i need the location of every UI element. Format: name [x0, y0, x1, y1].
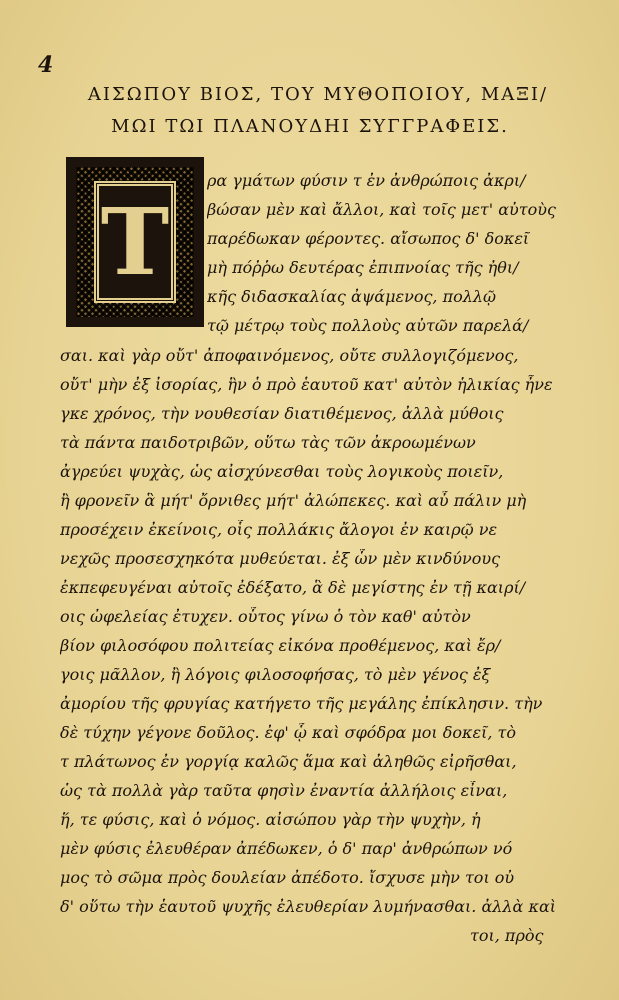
text-line: μὲν φύσις ἐλευθέραν ἀπέδωκεν, ὁ δ' παρ' ἀνθρώπων νό [60, 839, 513, 858]
text-line: παρέδωκαν φέροντες. αἴσωπος δ' δοκεῖ [207, 229, 530, 248]
running-title-line-1: ΑΙΣΩΠΟΥ ΒΙΟΣ, ΤΟΥ ΜΥΘΟΠΟΙΟΥ, ΜΑΞΙ/ [87, 84, 549, 105]
decorated-initial-tau [66, 157, 204, 327]
text-line: νεχῶς προσεσχηκότα μυθεύεται. ἐξ ὧν μὲν κινδύνους [60, 549, 501, 568]
initial-letter: Τ [100, 188, 170, 296]
text-line: γκε χρόνος, τὴν νουθεσίαν διατιθέμενος, ἀλλὰ μύθοις [60, 404, 504, 423]
text-line: γοις μᾶλλον, ἢ λόγοις φιλοσοφήσας, τὸ μὲν γένος ἐξ [60, 665, 491, 684]
text-line: ἀμορίου τῆς φρυγίας κατήγετο τῆς μεγάλης ἐπίκλησιν. τὴν [60, 694, 543, 713]
text-line: τὰ πάντα παιδοτριβῶν, οὕτω τὰς τῶν ἀκροωμένων [60, 433, 476, 452]
text-line: τ πλάτωνος ἐν γοργίᾳ καλῶς ἅμα καὶ ἀληθῶς εἰρῆσθαι, [60, 752, 517, 771]
text-line: ρα γμάτων φύσιν τ ἐν ἀνθρώποις ἀκρι/ [207, 171, 526, 190]
text-line: κῆς διδασκαλίας ἀψάμενος, πολλῷ [207, 287, 497, 306]
text-line: ἢ φρονεῖν ἃ μήτ' ὄρνιθες μήτ' ἀλώπεκες. καὶ αὖ πάλιν μὴ [60, 491, 527, 510]
text-line: μος τὸ σῶμα πρὸς δουλείαν ἀπέδοτο. ἴσχυσε μὴν τοι οὐ [60, 868, 515, 887]
running-title-line-2: ΜΩΙ ΤΩΙ ΠΛΑΝΟΥΔΗΙ ΣΥΓΓΡΑΦΕΙΣ. [111, 116, 509, 137]
text-line: δὲ τύχην γέγονε δοῦλος. ἐφ' ᾧ καὶ σφόδρα μοι δοκεῖ, τὸ [60, 723, 517, 742]
text-line: οὔτ' μὴν ἐξ ἰσορίας, ἣν ὁ πρὸ ἑαυτοῦ κατ' αὐτὸν ἡλικίας ἦνε [60, 375, 553, 394]
text-line: ἐκπεφευγέναι αὐτοῖς ἐδέξατο, ἃ δὲ μεγίστης ἐν τῇ καιρί/ [60, 578, 526, 597]
text-line: προσέχειν ἐκείνοις, οἷς πολλάκις ἄλογοι ἐν καιρῷ νε [60, 520, 498, 539]
text-line: τῷ μέτρῳ τοὺς πολλοὺς αὐτῶν παρελά/ [207, 316, 529, 335]
text-line: ἀγρεύει ψυχὰς, ὡς αἰσχύνεσθαι τοὺς λογικοὺς ποιεῖν, [60, 462, 504, 481]
text-line: σαι. καὶ γὰρ οὔτ' ἀποφαινόμενος, οὔτε συλλογιζόμενος, [60, 346, 519, 365]
text-line: ὡς τὰ πολλὰ γὰρ ταῦτα φησὶν ἐναντία ἀλλήλοις εἶναι, [60, 781, 508, 800]
initial-frame [94, 181, 176, 303]
text-line: ἥ, τε φύσις, καὶ ὁ νόμος. αἰσώπου γὰρ τὴν ψυχὴν, ἡ [60, 810, 481, 829]
text-line: βίον φιλοσόφου πολιτείας εἰκόνα προθέμενος, καὶ ἔρ/ [60, 636, 501, 655]
text-line: βώσαν μὲν καὶ ἄλλοι, καὶ τοῖς μετ' αὐτοὺς [207, 200, 556, 219]
catchword: τοι, πρὸς [470, 926, 544, 945]
page-number: 4 [38, 52, 54, 78]
text-line: δ' οὕτω τὴν ἑαυτοῦ ψυχῆς ἐλευθερίαν λυμήνασθαι. ἀλλὰ καὶ [60, 897, 557, 916]
text-line: μὴ πόῤῥω δευτέρας ἐπιπνοίας τῆς ἠθι/ [207, 258, 519, 277]
text-line: οις ὠφελείας ἐτυχεν. οὗτος γίνω ὁ τὸν καθ' αὐτὸν [60, 607, 471, 626]
